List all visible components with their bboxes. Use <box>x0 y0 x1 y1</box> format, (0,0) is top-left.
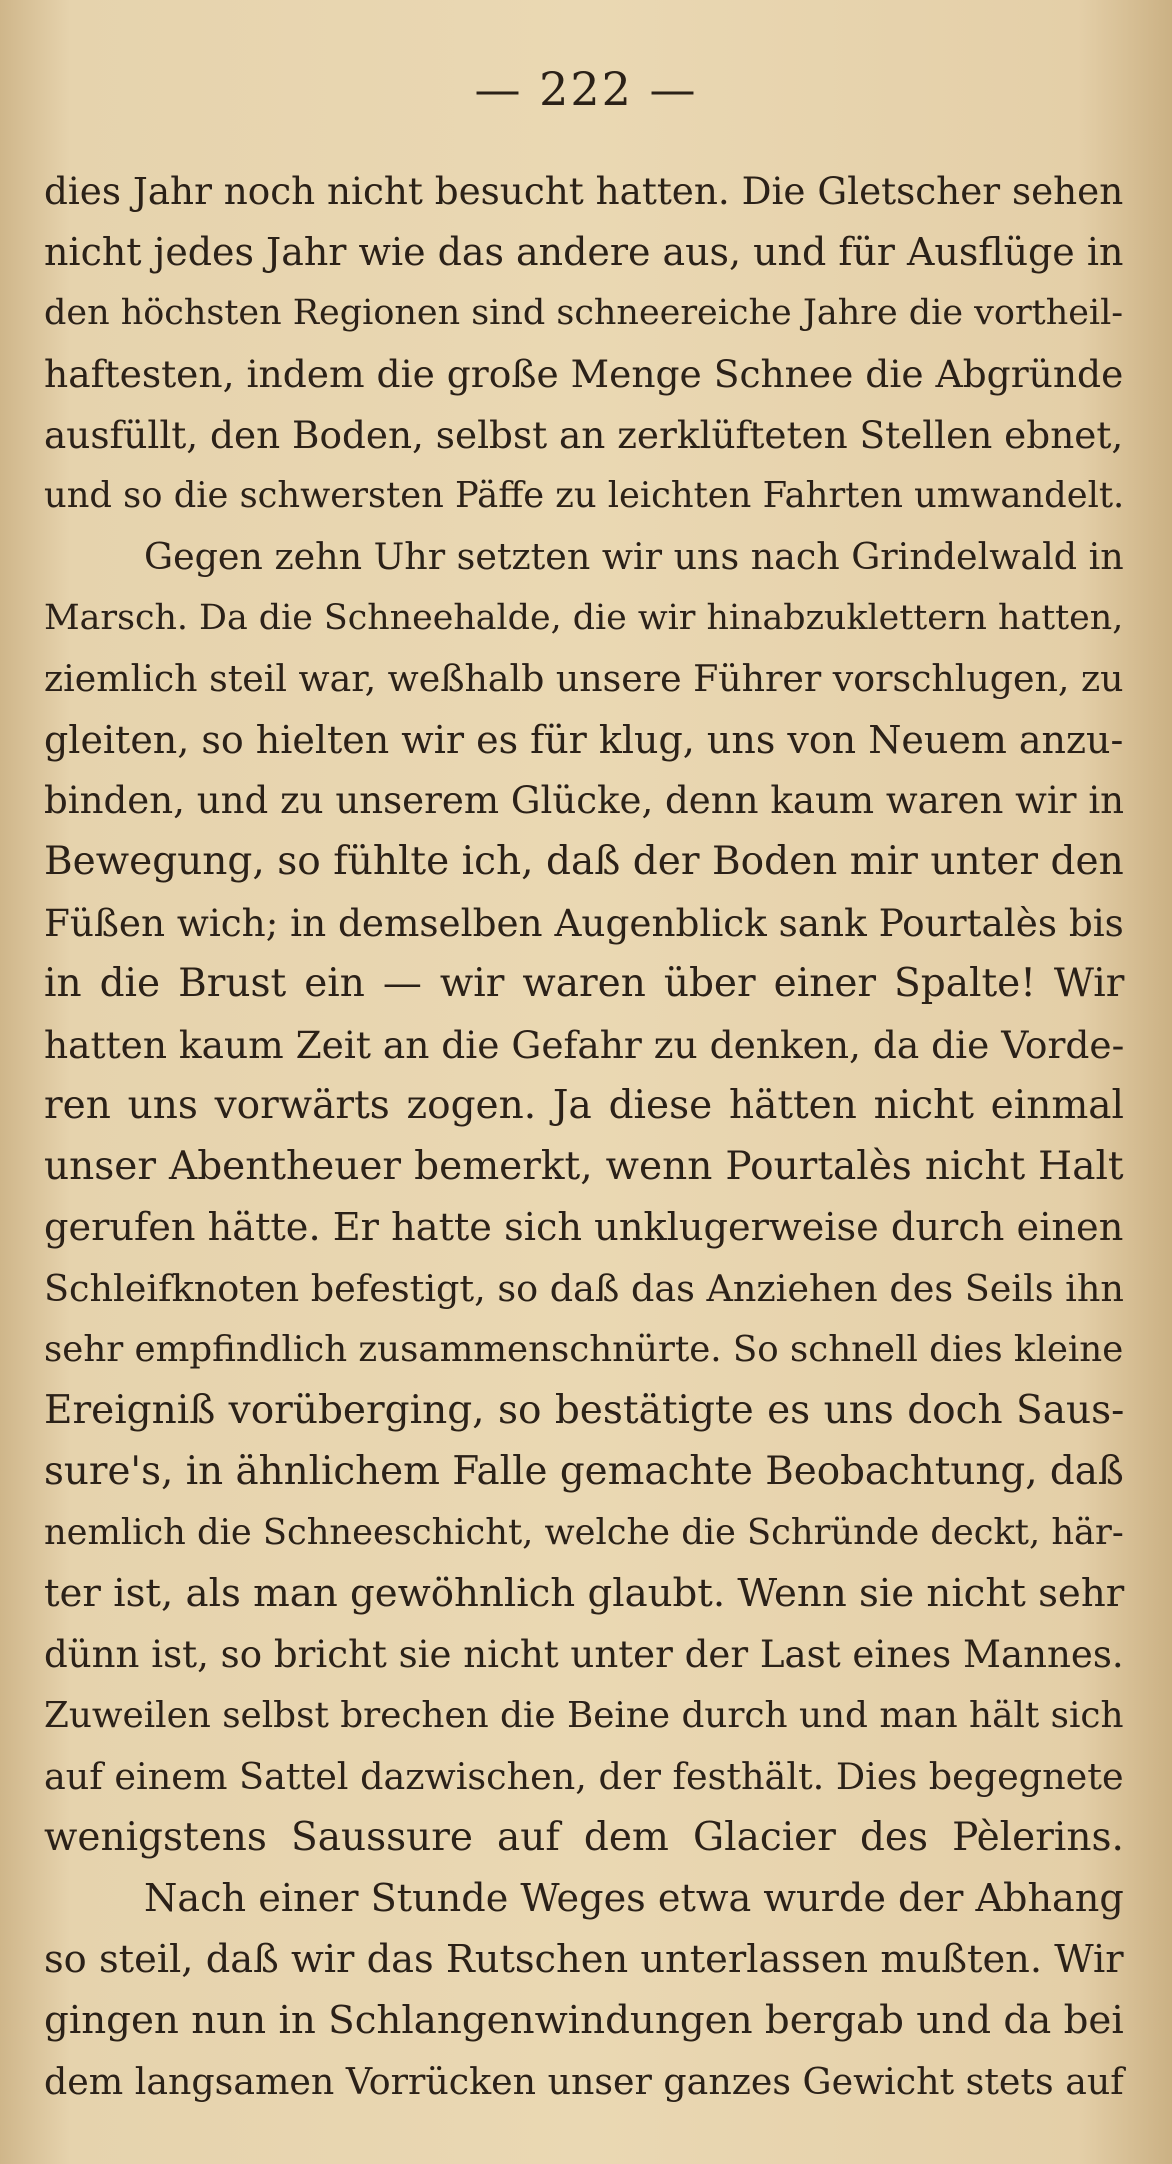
text-line: Zuweilen selbst brechen die Beine durch und man hält sich <box>44 1695 1124 1736</box>
text-line: nemlich die Schneeschicht, welche die Schründe deckt, här- <box>44 1512 1124 1553</box>
text-line: wenigstens Saussure auf dem Glacier des Pèlerins. <box>44 1815 1124 1860</box>
text-line: ren uns vorwärts zogen. Ja diese hätten nicht einmal <box>44 1083 1125 1128</box>
text-line: Bewegung, so fühlte ich, daß der Boden mir unter den <box>44 839 1124 884</box>
text-line: so steil, daß wir das Rutschen unterlassen mußten. Wir <box>44 1937 1124 1982</box>
text-line: auf einem Sattel dazwischen, der festhält. Dies begegnete <box>44 1755 1124 1798</box>
text-line: den höchsten Regionen sind schneereiche Jahre die vortheil- <box>44 293 1124 333</box>
text-line: ter ist, als man gewöhnlich glaubt. Wenn sie nicht sehr <box>44 1571 1125 1616</box>
text-line: Marsch. Da die Schneehalde, die wir hinabzuklettern hatten, <box>44 598 1124 638</box>
text-line: hatten kaum Zeit an die Gefahr zu denken, da die Vorde- <box>44 1023 1125 1067</box>
text-line: dem langsamen Vorrücken unser ganzes Gewicht stets auf <box>44 2060 1124 2103</box>
page-number: — 222 — <box>474 62 698 116</box>
text-line: gerufen hätte. Er hatte sich unklugerweise durch einen <box>44 1205 1124 1250</box>
text-line: binden, und zu unserem Glücke, denn kaum waren wir in <box>44 779 1125 822</box>
text-line: unser Abentheuer bemerkt, wenn Pourtalès nicht Halt <box>44 1144 1124 1189</box>
text-line: Schleifknoten befestigt, so daß das Anziehen des Seils ihn <box>44 1267 1124 1310</box>
text-line: sehr empfindlich zusammenschnürte. So schnell dies kleine <box>44 1329 1124 1370</box>
text-line: gleiten, so hielten wir es für klug, uns von Neuem anzu- <box>44 718 1124 762</box>
text-line: in die Brust ein — wir waren über einer Spalte! Wir <box>44 961 1125 1006</box>
text-line: Ereigniß vorüberging, so bestätigte es uns doch Saus- <box>44 1388 1125 1433</box>
text-line: nicht jedes Jahr wie das andere aus, und für Ausflüge in <box>44 230 1124 274</box>
text-line: haftesten, indem die große Menge Schnee die Abgründe <box>44 352 1124 396</box>
text-line: Gegen zehn Uhr setzten wir uns nach Grindelwald in <box>144 535 1124 578</box>
text-line: dünn ist, so bricht sie nicht unter der Last eines Mannes. <box>44 1633 1124 1676</box>
text-line: gingen nun in Schlangenwindungen bergab und da bei <box>44 1998 1124 2043</box>
text-line: ziemlich steil war, weßhalb unsere Führer vorschlugen, zu <box>44 657 1124 700</box>
text-line: sure's, in ähnlichem Falle gemachte Beobachtung, daß <box>44 1449 1124 1494</box>
text-line: Nach einer Stunde Weges etwa wurde der Abhang <box>144 1877 1124 1921</box>
text-line: ausfüllt, den Boden, selbst an zerklüfteten Stellen ebnet, <box>44 413 1124 457</box>
text-line: dies Jahr noch nicht besucht hatten. Die Gletscher sehen <box>44 169 1124 213</box>
text-line: Füßen wich; in demselben Augenblick sank Pourtalès bis <box>44 901 1124 945</box>
text-line: und so die schwersten Päffe zu leichten Fahrten umwandelt. <box>44 475 1125 516</box>
